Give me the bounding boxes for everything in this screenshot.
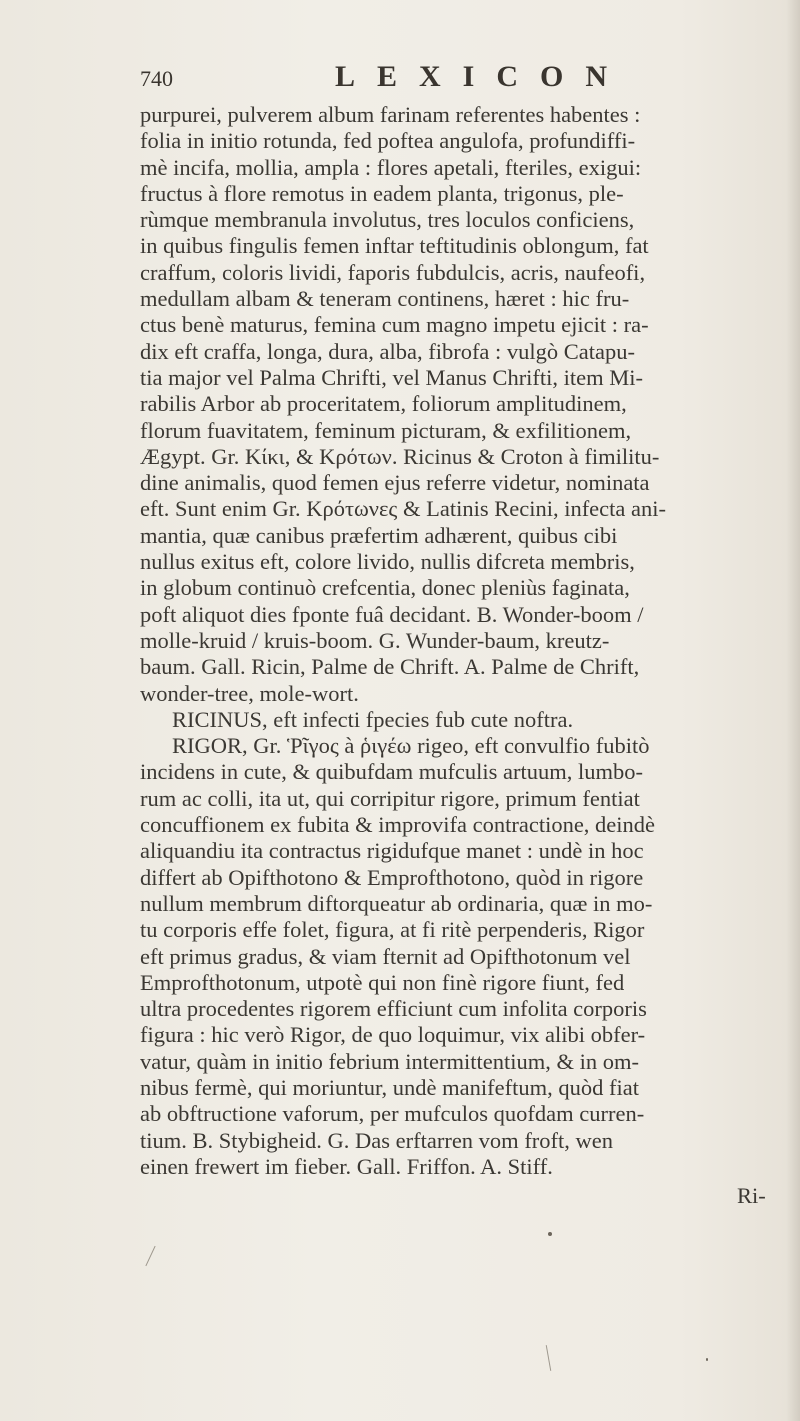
text-line: tia major vel Palma Chrifti, vel Manus Chrifti, item Mi- <box>140 364 644 390</box>
text-line: rum ac colli, ita ut, qui corripitur rigore, primum fentiat <box>140 785 640 811</box>
text-line: nullum membrum diftorqueatur ab ordinaria, quæ in mo- <box>140 890 653 916</box>
text-line: Emprofthotonum, utpotè qui non finè rigore fiunt, fed <box>140 969 625 995</box>
text-body <box>140 102 788 1180</box>
text-line: craffum, coloris lividi, faporis fubdulcis, acris, naufeofi, <box>140 259 646 285</box>
text-line: ab obftructione vaforum, per mufculos quofdam curren- <box>140 1101 645 1127</box>
text-line: tu corporis effe folet, figura, at fi ritè perpenderis, Rigor <box>140 917 645 943</box>
text-line: RIGOR, Gr. Ῥῖγος à ῥιγέω rigeo, eft convulfio fubitò <box>172 733 650 759</box>
text-line: dix eft craffa, longa, dura, alba, fibrofa : vulgò Catapu- <box>140 338 636 364</box>
text-line: rabilis Arbor ab proceritatem, foliorum amplitudinem, <box>140 391 627 417</box>
text-line: mantia, quæ canibus præfertim adhærent, quibus cibi <box>140 522 618 548</box>
text-line: in globum continuò crefcentia, donec pleniùs faginata, <box>140 575 630 601</box>
text-line: wonder-tree, mole-wort. <box>140 680 359 706</box>
text-line: RICINUS, eft infecti fpecies fub cute noftra. <box>172 706 574 732</box>
text-line: nibus fermè, qui moriuntur, undè manifeftum, quòd fiat <box>140 1074 639 1100</box>
text-line: molle-kruid / kruis-boom. G. Wunder-baum, kreutz- <box>140 627 610 653</box>
text-line: fructus à flore remotus in eadem planta, trigonus, ple- <box>140 180 624 206</box>
running-head: LEXICON <box>335 60 630 93</box>
text-line: aliquandiu ita contractus rigidufque manet : undè in hoc <box>140 838 644 864</box>
text-line: in quibus fingulis femen inftar teftitudinis oblongum, fat <box>140 233 649 259</box>
paper-mark <box>145 1246 155 1266</box>
text-line: eft primus gradus, & viam fternit ad Opifthotonum vel <box>140 943 631 969</box>
text-line: figura : hic verò Rigor, de quo loquimur, vix alibi obfer- <box>140 1022 646 1048</box>
text-line: einen frewert im fieber. Gall. Friffon. A. Stiff. <box>140 1153 553 1179</box>
text-line: Ægypt. Gr. Κίκι, & Κρότων. Ricinus & Croton à fimilitu- <box>140 443 660 469</box>
ink-speck <box>548 1232 552 1236</box>
text-line: mè incifa, mollia, ampla : flores apetali, fteriles, exigui: <box>140 154 642 180</box>
text-line: poft aliquot dies fponte fuâ decidant. B. Wonder-boom / <box>140 601 644 627</box>
text-line: folia in initio rotunda, fed poftea angulofa, profundiffi- <box>140 128 636 154</box>
page-header <box>140 60 780 100</box>
text-line: ctus benè maturus, femina cum magno impetu ejicit : ra- <box>140 312 649 338</box>
text-line: baum. Gall. Ricin, Palme de Chrift. A. Palme de Chrift, <box>140 654 640 680</box>
text-line: tium. B. Stybigheid. G. Das erftarren vom froft, wen <box>140 1127 614 1153</box>
text-line: dine animalis, quod femen ejus referre videtur, nominata <box>140 470 650 496</box>
catchword: Ri- <box>737 1183 766 1208</box>
text-line: florum fuavitatem, feminum picturam, & exfilitionem, <box>140 417 632 443</box>
text-line: concuffionem ex fubita & improvifa contractione, deindè <box>140 812 656 838</box>
text-line: ultra procedentes rigorem efficiunt cum infolita corporis <box>140 996 647 1022</box>
ink-speck <box>706 1358 708 1361</box>
text-line: vatur, quàm in initio febrium intermittentium, & in om- <box>140 1048 640 1074</box>
page-number: 740 <box>140 66 173 91</box>
page-edge-shadow <box>786 0 800 1421</box>
text-line: eft. Sunt enim Gr. Κρότωνες & Latinis Recini, infecta ani- <box>140 496 667 522</box>
text-line: incidens in cute, & quibufdam mufculis artuum, lumbo- <box>140 759 644 785</box>
text-line: purpurei, pulverem album farinam referentes habentes : <box>140 102 641 127</box>
text-line: rùmque membranula involutus, tres loculos conficiens, <box>140 207 635 233</box>
text-line: nullus exitus eft, colore livido, nullis difcreta membris, <box>140 549 635 575</box>
paper-mark <box>546 1345 551 1371</box>
text-line: differt ab Opifthotono & Emprofthotono, quòd in rigore <box>140 864 644 890</box>
text-line: medullam albam & teneram continens, hæret : hic fru- <box>140 286 630 312</box>
